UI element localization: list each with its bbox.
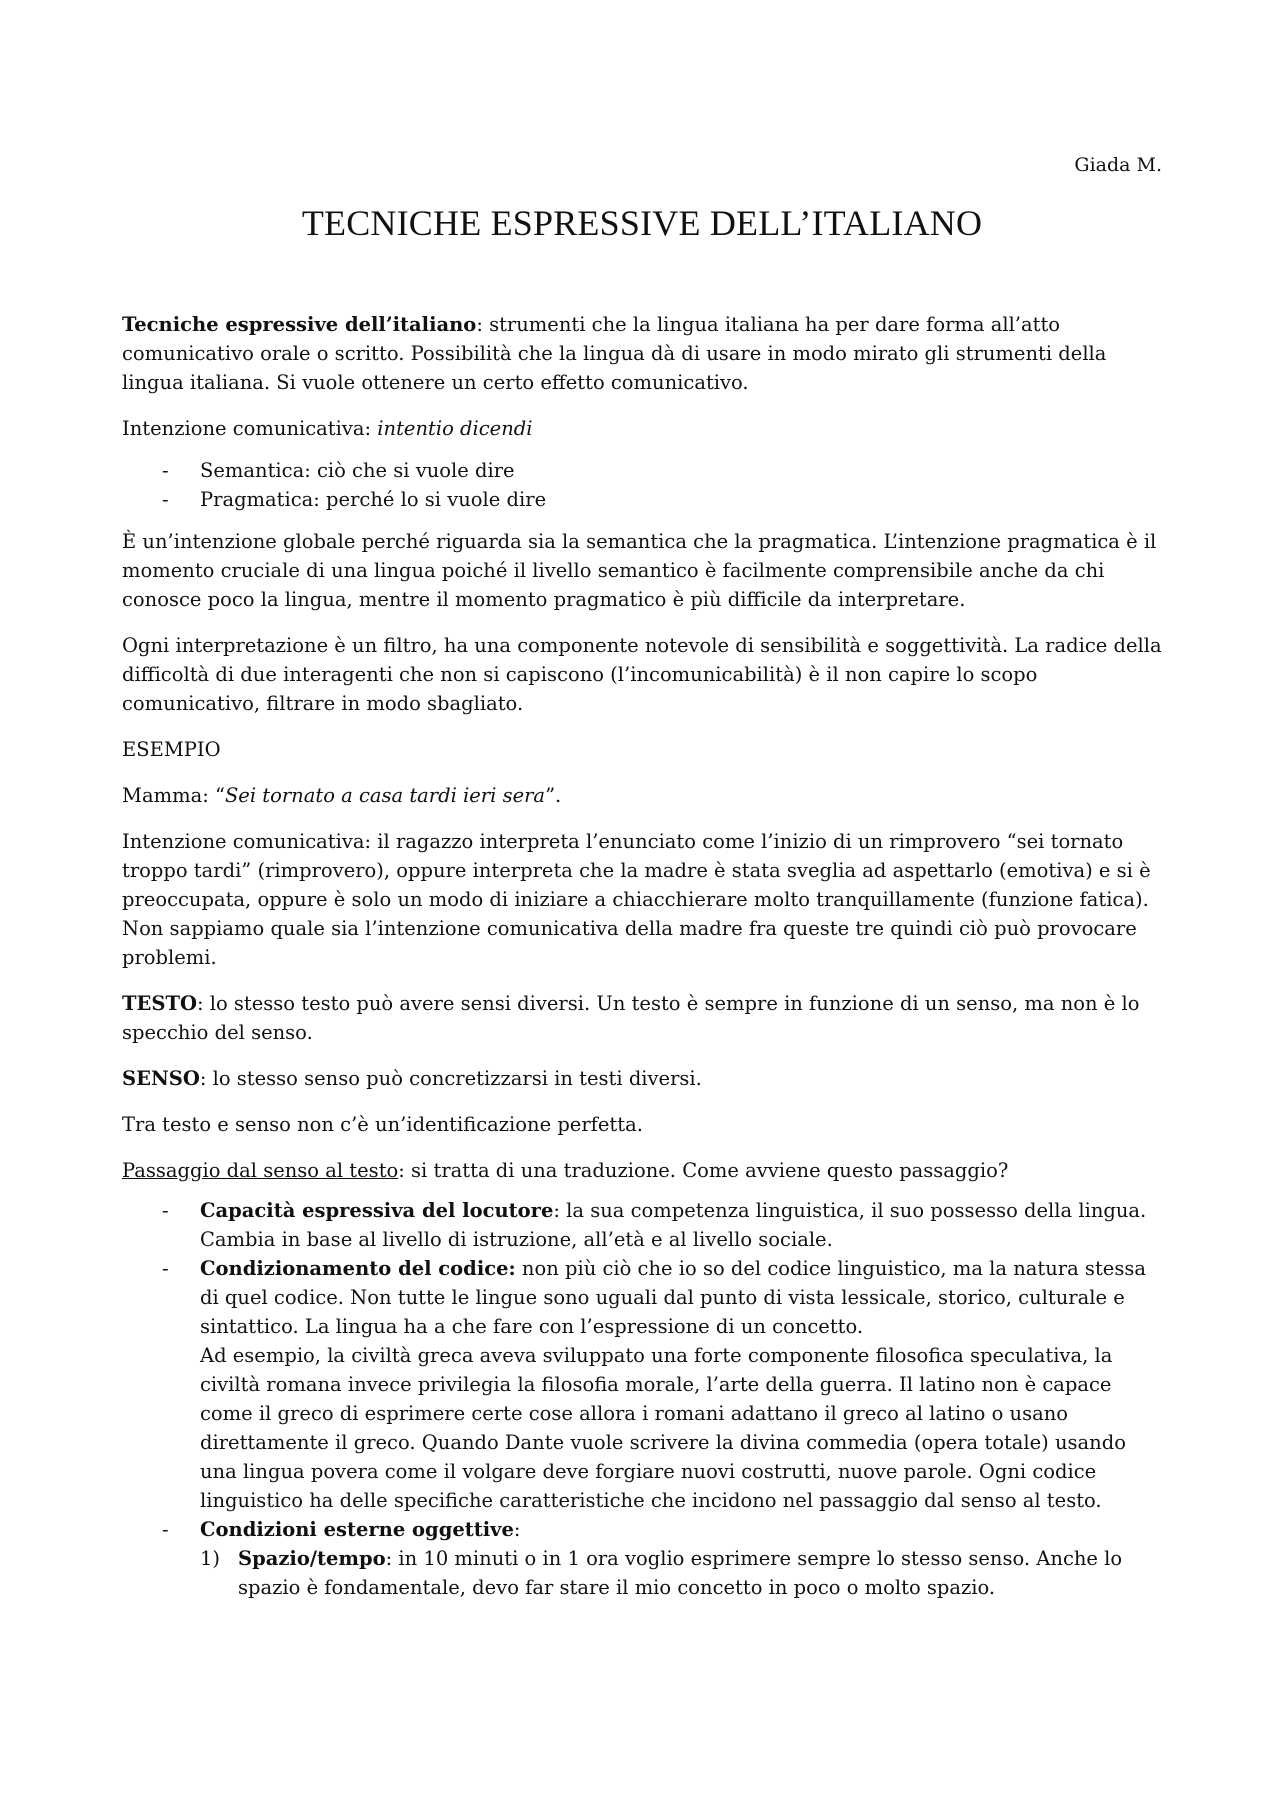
- factor-text: : la sua competenza linguistica, il suo possesso della lingua. Cambia in base al livello di istruzione, all’età e al livello sociale.: [200, 1199, 1147, 1251]
- intention-paragraph: [122, 414, 1162, 443]
- list-item: [122, 1515, 1162, 1602]
- intro-text: : strumenti che la lingua italiana ha per dare forma all’atto comunicativo orale o scritto. Possibilità che la lingua dà di usare in modo mirato gli strumenti della lingua italiana. Si vuole ottenere un certo effetto comunicativo.: [122, 313, 1107, 394]
- testo-term: TESTO: [122, 992, 197, 1015]
- author-name: Giada M.: [1074, 154, 1162, 176]
- conditions-list: [200, 1544, 1162, 1602]
- list-item: [122, 485, 1162, 514]
- factors-list: [122, 1196, 1162, 1602]
- intention-latin: intentio dicendi: [377, 417, 533, 440]
- list-item-text: Pragmatica: perché lo si vuole dire: [200, 488, 547, 511]
- testo-paragraph: [122, 989, 1162, 1047]
- intro-term: Tecniche espressive dell’italiano: [122, 313, 477, 336]
- factor-term: Capacità espressiva del locutore: [200, 1199, 554, 1222]
- dash-marker: -: [162, 1199, 169, 1222]
- factor-text: non più ciò che io so del codice linguistico, ma la natura stessa di quel codice. Non tutte le lingue sono uguali dal punto di vista lessicale, storico, culturale e sintattico. La lingua ha a che fare con l’espressione di un concetto.: [200, 1257, 1146, 1338]
- identification-paragraph: Tra testo e senso non c’è un’identificazione perfetta.: [122, 1113, 643, 1136]
- dash-marker: -: [162, 1257, 169, 1280]
- senso-paragraph: [122, 1064, 1162, 1093]
- factor-term: Condizionamento del codice:: [200, 1257, 516, 1280]
- condition-term: Spazio/tempo: [238, 1547, 386, 1570]
- dash-marker: -: [162, 1518, 169, 1541]
- factor-text: :: [513, 1518, 521, 1541]
- global-intention-paragraph: È un’intenzione globale perché riguarda sia la semantica che la pragmatica. L’intenzione pragmatica è il momento cruciale di una lingua poiché il livello semantico è facilmente comprensibile anche da chi conosce poco la lingua, mentre il momento pragmatico è più difficile da interpretare.: [122, 530, 1157, 611]
- example-quote-end: ”.: [545, 784, 562, 807]
- passage-paragraph: [122, 1156, 1162, 1185]
- testo-text: : lo stesso testo può avere sensi diversi. Un testo è sempre in funzione di un senso, ma non è lo specchio del senso.: [122, 992, 1140, 1044]
- factor-term: Condizioni esterne oggettive: [200, 1518, 514, 1541]
- condition-text: : in 10 minuti o in 1 ora voglio esprimere sempre lo stesso senso. Anche lo spazio è fondamentale, devo far stare il mio concetto in poco o molto spazio.: [238, 1547, 1123, 1599]
- example-explanation: Intenzione comunicativa: il ragazzo interpreta l’enunciato come l’inizio di un rimprovero “sei tornato troppo tardi” (rimprovero), oppure interpreta che la madre è stata sveglia ad aspettarlo (emotiva) e si è preoccupata, oppure è solo un modo di iniziare a chiacchierare molto tranquillamente (funzione fatica). Non sappiamo quale sia l’intenzione comunicativa della madre fra queste tre quindi ciò può provocare problemi.: [122, 830, 1151, 969]
- item-number: 1): [200, 1547, 221, 1570]
- example-heading: ESEMPIO: [122, 738, 221, 761]
- list-item: [122, 456, 1162, 485]
- list-item: [122, 1254, 1162, 1515]
- example-quote-paragraph: [122, 781, 1162, 810]
- dash-marker: -: [162, 459, 169, 482]
- example-speaker: Mamma: “: [122, 784, 225, 807]
- document-page: [122, 150, 1162, 1615]
- interpretation-paragraph: Ogni interpretazione è un filtro, ha una componente notevole di sensibilità e soggettività. La radice della difficoltà di due interagenti che non si capiscono (l’incomunicabilità) è il non capire lo scopo comunicativo, filtrare in modo sbagliato.: [122, 634, 1162, 715]
- list-item: [122, 1196, 1162, 1254]
- passage-term: Passaggio dal senso al testo: [122, 1159, 399, 1182]
- senso-term: SENSO: [122, 1067, 200, 1090]
- senso-text: : lo stesso senso può concretizzarsi in testi diversi.: [199, 1067, 702, 1090]
- dash-marker: -: [162, 488, 169, 511]
- intention-list: [122, 456, 1162, 514]
- example-quote: Sei tornato a casa tardi ieri sera: [224, 784, 546, 807]
- factor-extra: Ad esempio, la civiltà greca aveva sviluppato una forte componente filosofica speculativa, la civiltà romana invece privilegia la filosofia morale, l’arte della guerra. Il latino non è capace come il greco di esprimere certe cose allora i romani adattano il greco al latino o usano direttamente il greco. Quando Dante vuole scrivere la divina commedia (opera totale) usando una lingua povera come il volgare deve forgiare nuovi costrutti, nuove parole. Ogni codice linguistico ha delle specifiche caratteristiche che incidono nel passaggio dal senso al testo.: [200, 1344, 1126, 1512]
- list-item: [200, 1544, 1162, 1602]
- document-title: TECNICHE ESPRESSIVE DELL’ITALIANO: [301, 203, 983, 243]
- passage-text: : si tratta di una traduzione. Come avviene questo passaggio?: [398, 1159, 1009, 1182]
- intention-label: Intenzione comunicativa:: [122, 417, 378, 440]
- document-body: [122, 310, 1162, 1602]
- intro-paragraph: [122, 310, 1162, 397]
- list-item-text: Semantica: ciò che si vuole dire: [200, 459, 515, 482]
